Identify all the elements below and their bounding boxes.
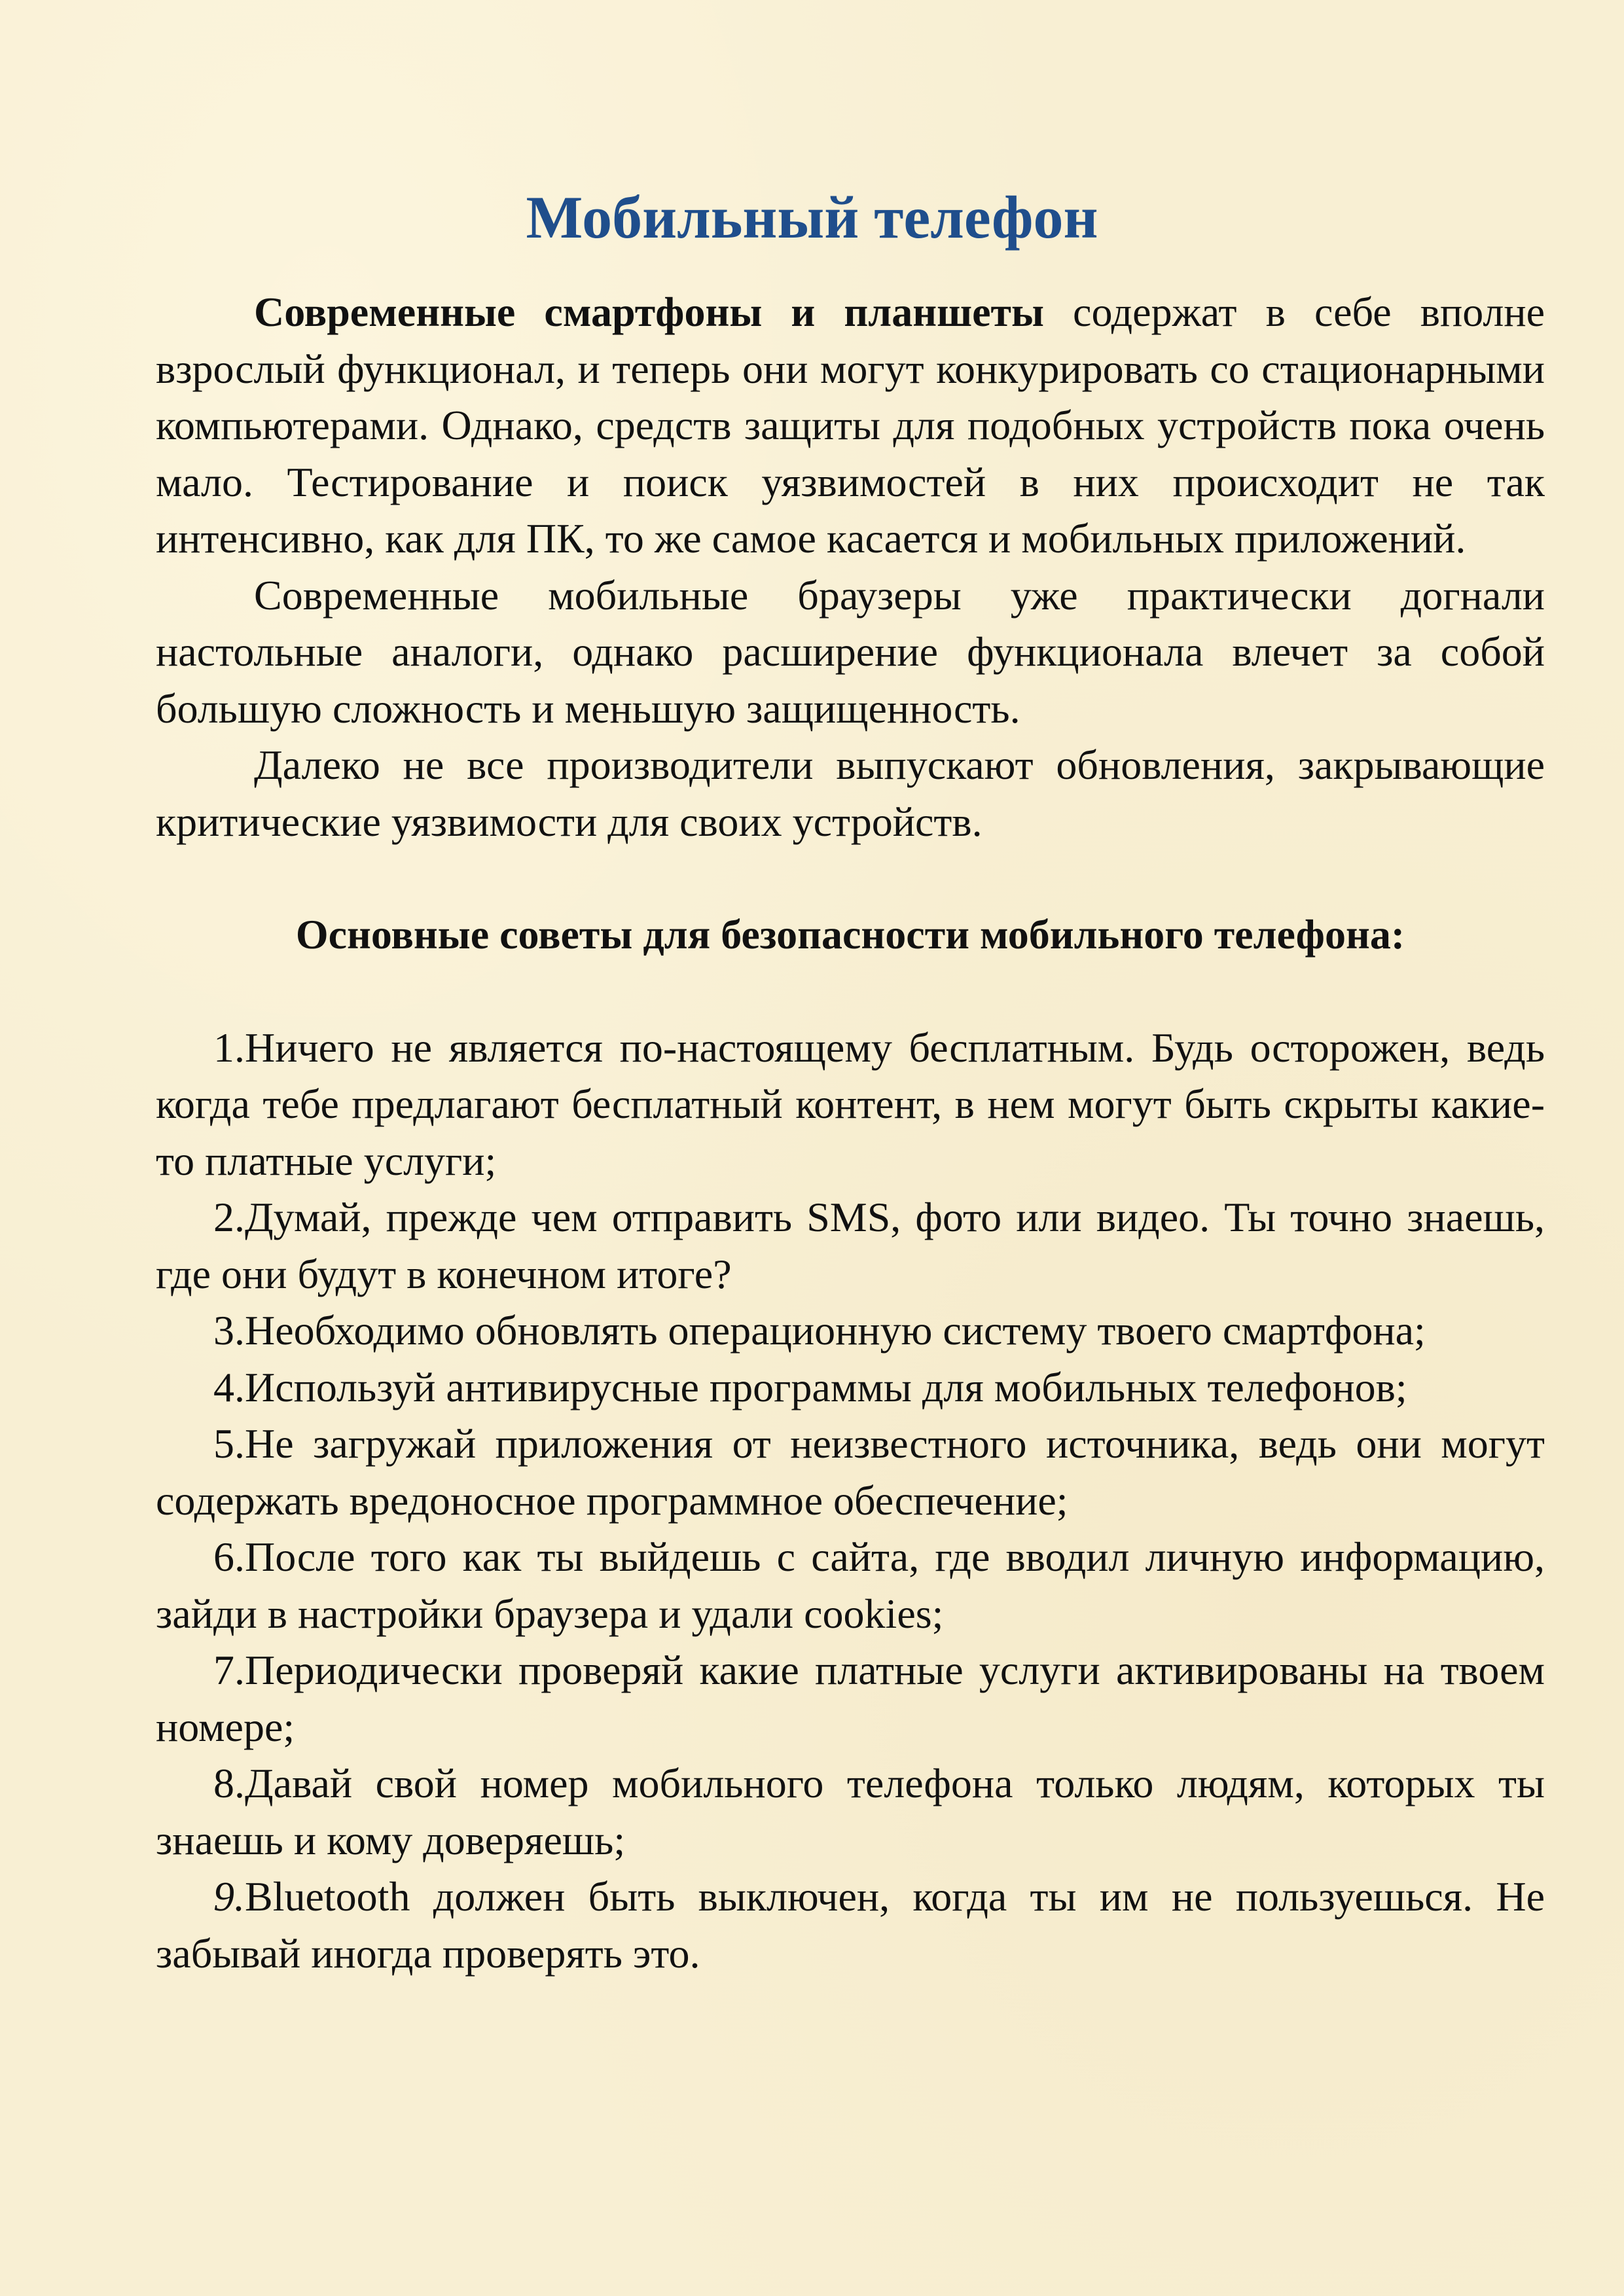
tip-text: Ничего не является по-настоящему бесплатным. Будь осторожен, ведь когда тебе предлагают бесплатный контент, в нем могут быть скрыты какие-то платные услуги; bbox=[156, 1024, 1545, 1184]
tip-text: Не загружай приложения от неизвестного источника, ведь они могут содержать вредоносное программное обеспечение; bbox=[156, 1420, 1545, 1524]
tips-heading: Основные советы для безопасности мобильного телефона: bbox=[295, 911, 1405, 958]
tip-item bbox=[156, 1529, 1545, 1642]
tip-item bbox=[156, 1416, 1545, 1529]
tip-text: Bluetooth должен быть выключен, когда ты им не пользуешься. Не забывай иногда проверять это. bbox=[156, 1873, 1545, 1977]
tip-item bbox=[156, 1189, 1545, 1302]
document-body bbox=[156, 284, 1545, 1982]
tip-text: Давай свой номер мобильного телефона только людям, которых ты знаешь и кому доверяешь; bbox=[156, 1760, 1545, 1863]
tip-number: 1. bbox=[213, 1024, 245, 1071]
tip-text: Необходимо обновлять операционную систему твоего смартфона; bbox=[245, 1307, 1426, 1354]
tip-text: Используй антивирусные программы для мобильных телефонов; bbox=[245, 1363, 1407, 1410]
tip-item bbox=[156, 1302, 1545, 1359]
tip-number: 7. bbox=[213, 1647, 245, 1693]
tip-number: 4. bbox=[213, 1363, 245, 1410]
tip-item bbox=[156, 1755, 1545, 1869]
intro-paragraph-1 bbox=[156, 284, 1545, 567]
intro-paragraph-2: Современные мобильные браузеры уже практически догнали настольные аналоги, однако расширение функционала влечет за собой большую сложность и меньшую защищенность. bbox=[156, 571, 1545, 732]
tip-number: 2. bbox=[213, 1194, 245, 1240]
tip-item bbox=[156, 1869, 1545, 1982]
tip-text: После того как ты выйдешь с сайта, где вводил личную информацию, зайди в настройки браузера и удали cookies; bbox=[156, 1534, 1545, 1637]
tip-number: 5. bbox=[213, 1420, 245, 1467]
tip-item bbox=[156, 1359, 1545, 1416]
intro-paragraph-1-text: содержат в себе вполне взрослый функционал, и теперь они могут конкурировать со стационарными компьютерами. Однако, средств защиты для подобных устройств пока очень мало. Тестирование и поиск уязвимостей в них происходит не так интенсивно, как для ПК, то же самое касается и мобильных приложений. bbox=[156, 289, 1545, 562]
intro-paragraph-1-bold: Современные смартфоны и планшеты bbox=[254, 289, 1044, 335]
tip-item bbox=[156, 1642, 1545, 1755]
tip-number: 8. bbox=[213, 1760, 245, 1806]
tip-number: 3. bbox=[213, 1307, 245, 1354]
tip-number: 9. bbox=[213, 1873, 245, 1920]
intro-paragraph-3: Далеко не все производители выпускают обновления, закрывающие критические уязвимости для своих устройств. bbox=[156, 742, 1545, 845]
tips-list bbox=[156, 1020, 1545, 1982]
tip-text: Думай, прежде чем отправить SMS, фото или видео. Ты точно знаешь, где они будут в конечном итоге? bbox=[156, 1194, 1545, 1297]
tip-item bbox=[156, 1020, 1545, 1190]
tip-number: 6. bbox=[213, 1534, 245, 1580]
page-title: Мобильный телефон bbox=[526, 183, 1098, 251]
tip-text: Периодически проверяй какие платные услуги активированы на твоем номере; bbox=[156, 1647, 1545, 1750]
